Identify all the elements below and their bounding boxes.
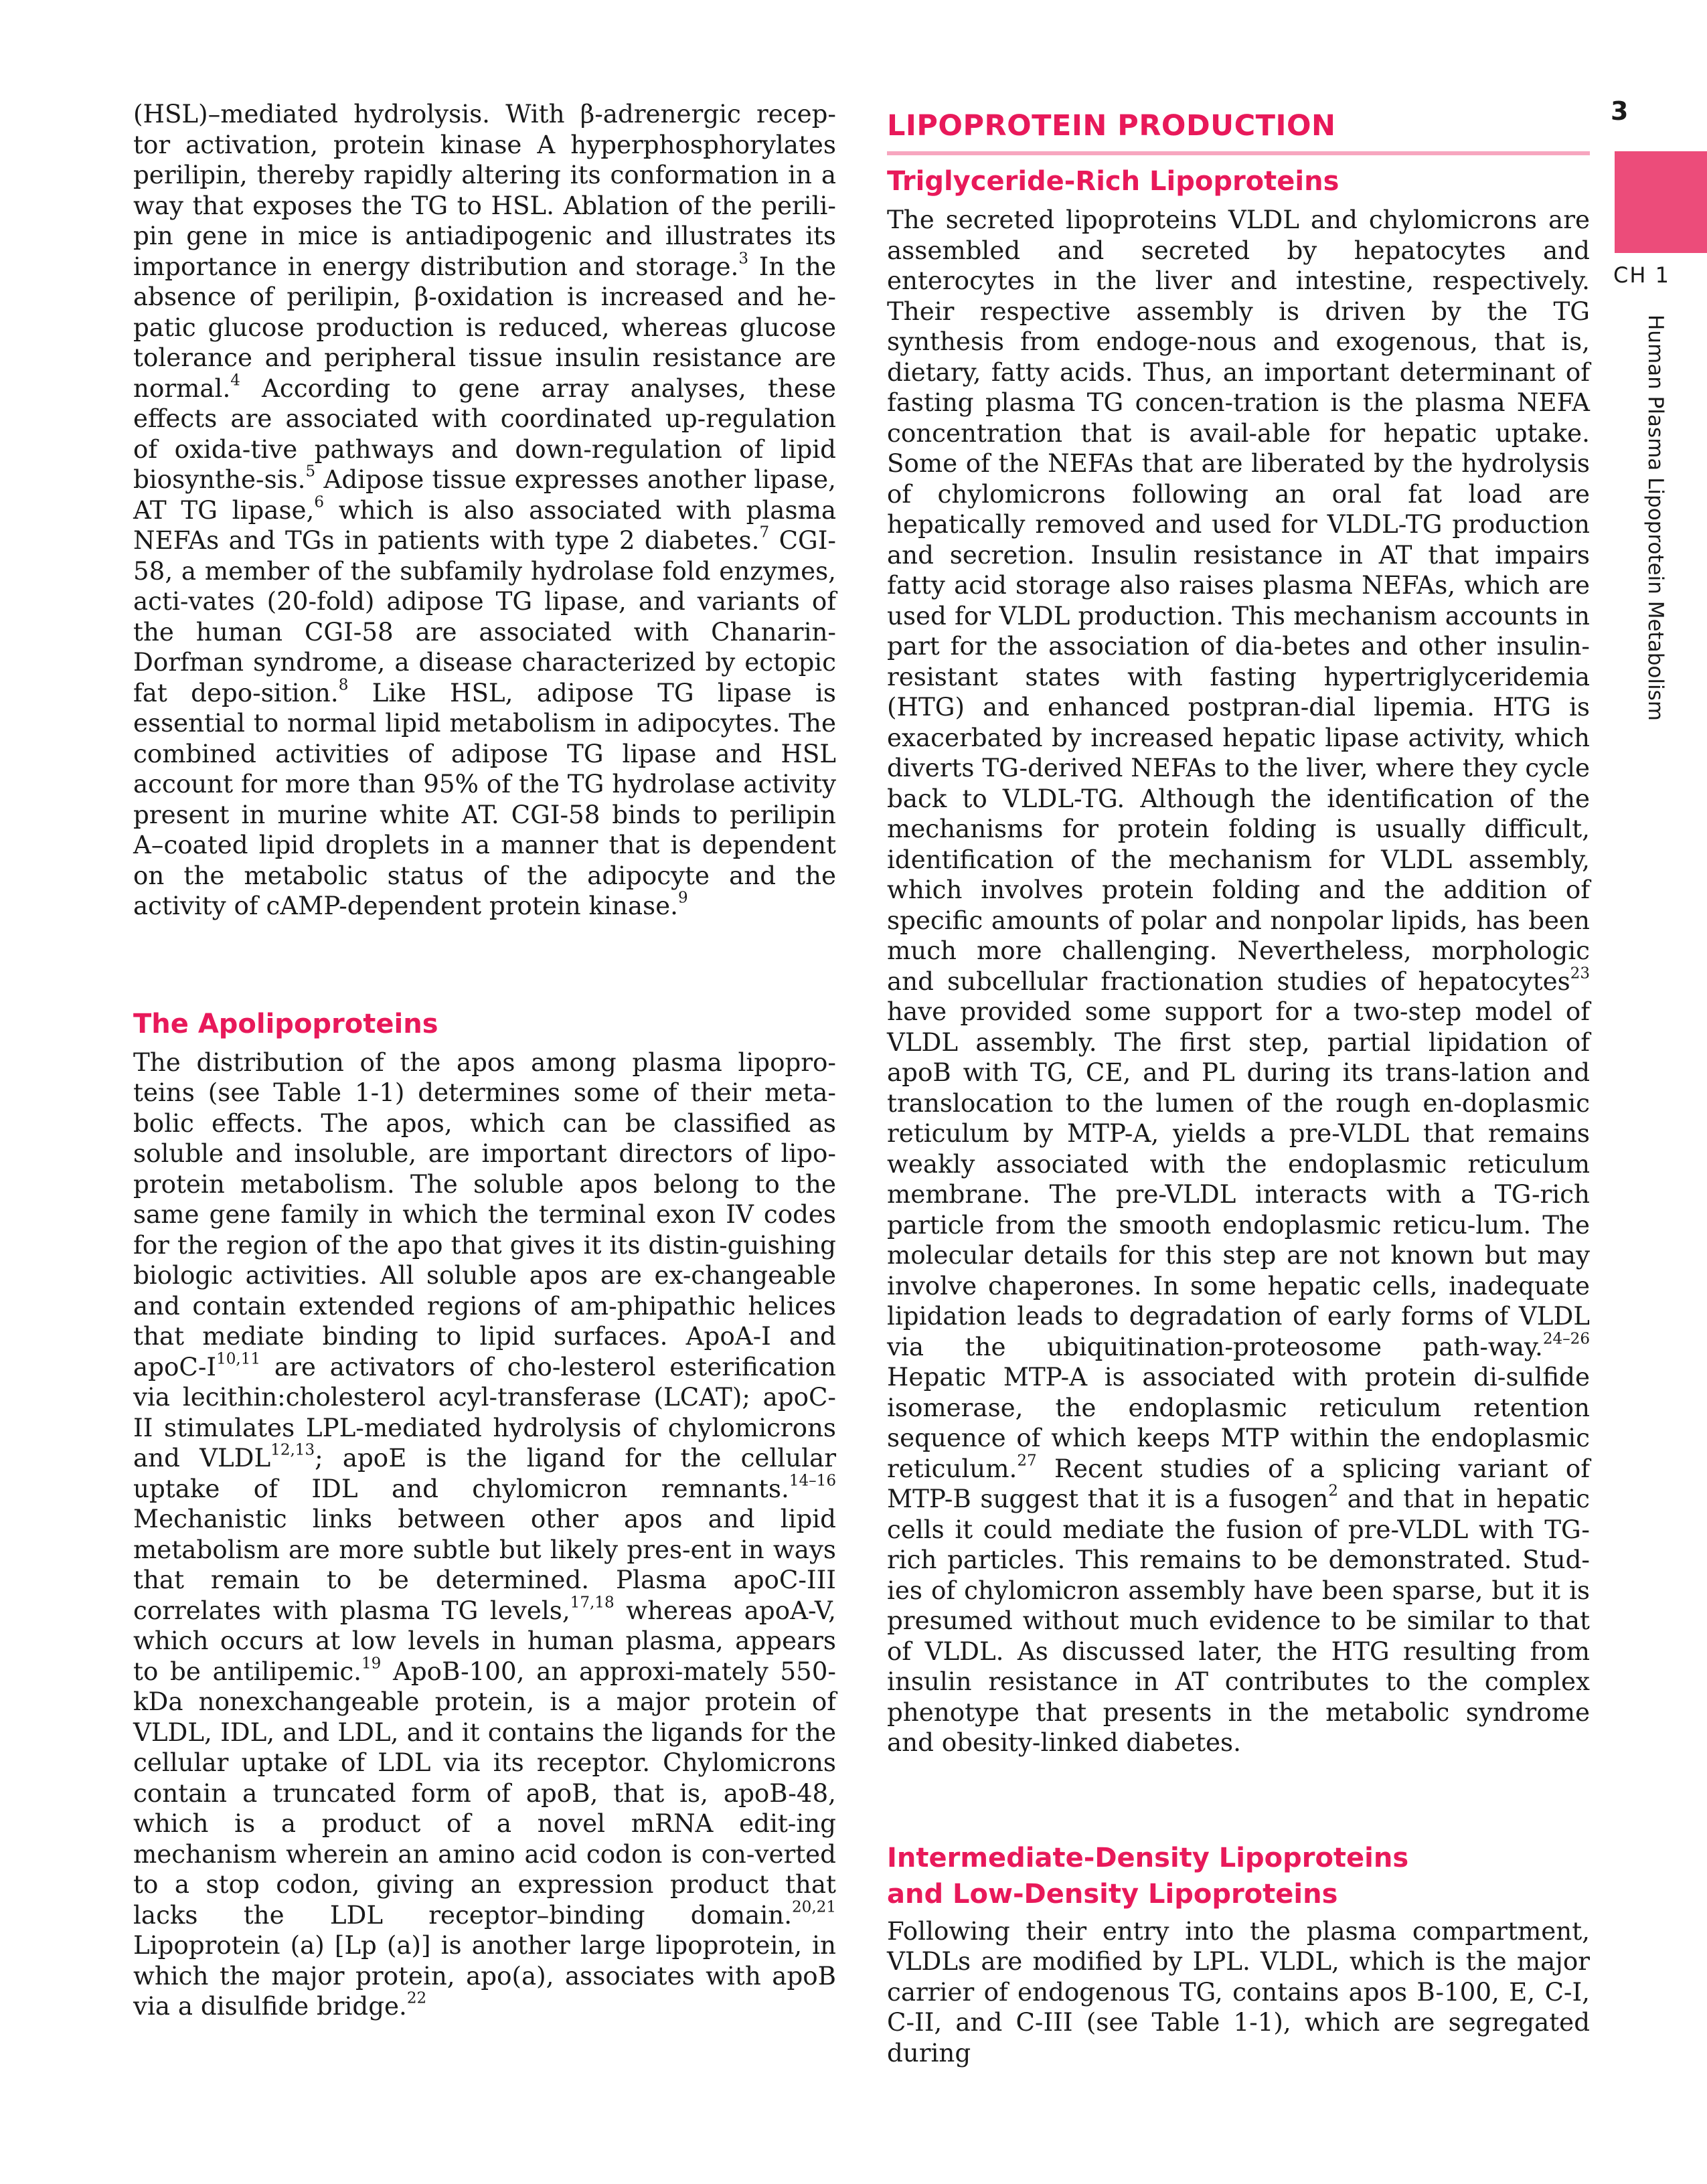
paragraph-triglyceride-rich [887,205,1590,1758]
heading-apolipoproteins: The Apolipoproteins [133,1008,438,1039]
text-run: and that in hepatic cells it could mediate the fusion of pre-VLDL with TG-rich particles. This remains to be demonstrated. Stud-ies of chylomicron assembly have been sparse, but it is presumed without much evidence to be similar to that of VLDL. As discussed later, the HTG resulting from insulin resistance in AT contributes to the complex phenotype that presents in the metabolic syndrome and obesity-linked diabetes. [887,1484,1590,1757]
paragraph-apolipoproteins [133,1047,836,2022]
citation-ref: 5 [305,463,316,481]
right-column [887,99,1590,2068]
text-run: whereas apoA-V, which occurs at low levels in human plasma, appears to be antilipemic. [133,1595,836,1686]
text-run: ApoB-100, an approxi-mately 550-kDa nonexchangeable protein, is a major protein of VLDL, IDL, and LDL, and it contains the ligands for the cellular uptake of LDL via its receptor. Chylomicrons contain a truncated form of apoB, that is, apoB-48, which is a product of a novel mRNA edit-ing mechanism wherein an amino acid codon is con-verted to a stop codon, giving an expression product that lacks the LDL receptor–binding domain. [133,1656,836,1930]
text-run: ; apoE is the ligand for the cellular uptake of IDL and chylomicron remnants. [133,1443,836,1503]
paragraph-hsl-perilipin [133,99,836,922]
text-run: CGI-58, a member of the subfamily hydrolase fold enzymes, acti-vates (20-fold) adipose TG lipase, and variants of the human CGI-58 are associated with Chanarin-Dorfman syndrome, a disease characterized by ectopic fat depo-sition. [133,525,836,707]
citation-ref: 7 [759,523,770,541]
citation-ref: 10,11 [216,1350,261,1368]
text-run: The distribution of the apos among plasma lipopro-teins (see Table 1-1) determines some of their meta-bolic effects. The apos, which can be classified as soluble and insoluble, are important directors of lipo-protein metabolism. The soluble apos belong to the same gene family in which the terminal exon IV codes for the region of the apo that gives it its distin-guishing biologic activities. All soluble apos are ex-changeable and contain extended regions of am-phipathic helices that mediate binding to lipid surfaces. ApoA-I and apoC-I [133,1047,836,1381]
chapter-thumb-tab [1615,151,1707,253]
citation-ref: 9 [677,889,688,907]
text-run: According to gene array analyses, these effects are associated with coordinated up-regulation of oxida-tive pathways and down-regulation of lipid biosynthe-sis. [133,373,836,494]
text-run: The secreted lipoproteins VLDL and chylomicrons are assembled and secreted by hepatocytes and enterocytes in the liver and intestine, respectively. Their respective assembly is driven by the TG synthesis from endoge-nous and exogenous, that is, dietary, fatty acids. Thus, an important determinant of fasting plasma TG concen-tration is the plasma NEFA concentration that is avail-able for hepatic uptake. Some of the NEFAs that are liberated by the hydrolysis of chylomicrons following an oral fat load are hepatically removed and used for VLDL-TG production and secretion. Insulin resistance in AT that impairs fatty acid storage also raises plasma NEFAs, which are used for VLDL production. This mechanism accounts in part for the association of dia-betes and other insulin-resistant states with fasting hypertriglyceridemia (HTG) and enhanced postpran-dial lipemia. HTG is exacerbated by increased hepatic lipase activity, which diverts TG-derived NEFAs to the liver, where they cycle back to VLDL-TG. Although the identification of the mechanisms for protein folding is usually difficult, identification of the mechanism for VLDL assembly, which involves protein folding and the addition of specific amounts of polar and nonpolar lipids, has been much more challenging. Nevertheless, morphologic and subcellular fractionation studies of hepatocytes [887,205,1590,996]
text-run: In the absence of perilipin, β-oxidation is increased and he-patic glucose production is reduced, whereas glucose tolerance and peripheral tissue insulin resistance are normal. [133,251,836,403]
text-run: which is also associated with plasma NEFAs and TGs in patients with type 2 diabetes. [133,495,836,555]
text-run: Like HSL, adipose TG lipase is essential to normal lipid metabolism in adipocytes. The combined activities of adipose TG lipase and HSL account for more than 95% of the TG hydrolase activity present in murine white AT. CGI-58 binds to perilipin A–coated lipid droplets in a manner that is dependent on the metabolic status of the adipocyte and the activity of cAMP-dependent protein kinase. [133,677,836,920]
text-run: Adipose tissue expresses another lipase, AT TG lipase, [133,465,836,525]
citation-ref: 24–26 [1542,1330,1590,1348]
heading-idl-ldl-line1: Intermediate-Density Lipoproteins [887,1842,1409,1873]
text-run: are activators of cho-lesterol esterification via lecithin:cholesterol acyl-transferase (LCAT); apoC-II stimulates LPL-mediated hydrolysis of chylomicrons and VLDL [133,1351,836,1473]
citation-ref: 27 [1017,1452,1037,1470]
citation-ref: 12,13 [270,1441,315,1459]
text-run: Following their entry into the plasma compartment, VLDLs are modified by LPL. VLDL, which is the major carrier of endogenous TG, contains apos B-100, E, C-I, C-II, and C-III (see Table 1-1), which are segregated during [887,1916,1590,2068]
citation-ref: 4 [230,371,240,390]
text-run: Mechanistic links between other apos and lipid metabolism are more subtle but likely pres-ent in ways that remain to be determined. Plasma apoC-III correlates with plasma TG levels, [133,1504,836,1625]
citation-ref: 20,21 [792,1898,836,1916]
chapter-label: CH 1 [1613,262,1670,288]
text-run: have provided some support for a two-step model of VLDL assembly. The first step, partial lipidation of apoB with TG, CE, and PL during its trans-lation and translocation to the lumen of the rough en-doplasmic reticulum by MTP-A, yields a pre-VLDL that remains weakly associated with the endoplasmic reticulum membrane. The pre-VLDL interacts with a TG-rich particle from the smooth endoplasmic reticu-lum. The molecular details for this step are not known but may involve chaperones. In some hepatic cells, inadequate lipidation leads to degradation of early forms of VLDL via the ubiquitination-proteosome path-way. [887,997,1590,1361]
citation-ref: 2 [1328,1482,1338,1500]
heading-idl-ldl-line2: and Low-Density Lipoproteins [887,1878,1338,1910]
paragraph-idl-ldl [887,1916,1590,2069]
citation-ref: 14–16 [789,1472,836,1490]
citation-ref: 23 [1570,964,1590,983]
citation-ref: 22 [406,1989,427,2007]
text-run: (HSL)–mediated hydrolysis. With β-adrenergic recep-tor activation, protein kinase A hyperphosphorylates perilipin, thereby rapidly altering its conformation in a way that exposes the TG to HSL. Ablation of the perili-pin gene in mice is antiadipogenic and illustrates its importance in energy distribution and storage. [133,99,836,281]
text-run: Hepatic MTP-A is associated with protein di-sulfide isomerase, the endoplasmic reticulum retention sequence of which keeps MTP within the endoplasmic reticulum. [887,1362,1590,1483]
heading-idl-ldl [887,1840,1590,1912]
text-run: Recent studies of a splicing variant of MTP-B suggest that it is a fusogen [887,1453,1590,1513]
citation-ref: 17,18 [570,1594,615,1612]
section-title-lipoprotein-production: LIPOPROTEIN PRODUCTION [887,108,1590,155]
left-column [133,99,836,2022]
citation-ref: 8 [338,676,349,694]
page-number: 3 [1611,96,1629,126]
text-run: Lipoprotein (a) [Lp (a)] is another large lipoprotein, in which the major protein, apo(a), associates with apoB via a disulfide bridge. [133,1930,836,2021]
citation-ref: 3 [738,250,748,268]
citation-ref: 19 [361,1655,382,1673]
citation-ref: 6 [314,493,325,511]
running-head: Human Plasma Lipoprotein Metabolism [1643,315,1668,721]
heading-triglyceride-rich-lipoproteins: Triglyceride-Rich Lipoproteins [887,166,1339,197]
